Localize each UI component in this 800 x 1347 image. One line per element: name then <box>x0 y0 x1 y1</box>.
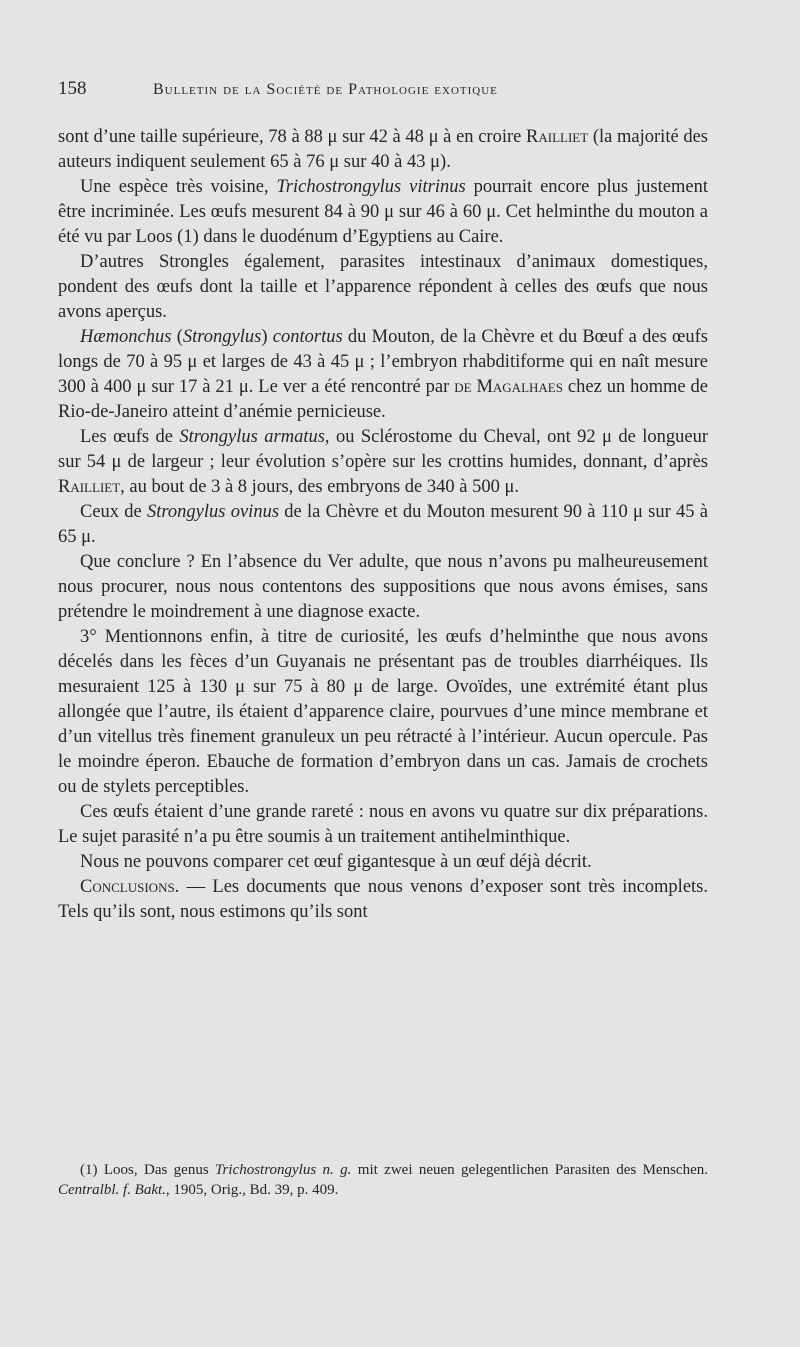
running-title: Bulletin de la Société de Pathologie exotique <box>153 81 498 98</box>
paragraph: sont d’une taille supérieure, 78 à 88 μ sur 42 à 48 μ à en croire Railliet (la majorité des auteurs indiquent seulement 65 à 76 μ sur 40 à 43 μ). <box>58 127 708 172</box>
author-name: Railliet <box>526 127 589 147</box>
body-text <box>58 125 708 925</box>
paragraph: Les œufs de Strongylus armatus, ou Sclérostome du Cheval, ont 92 μ de longueur sur 54 μ de largeur ; leur évolution s’opère sur les crottins humides, donnant, d’après Railliet, au bout de 3 à 8 jours, des embryons de 340 à 500 μ. <box>58 427 708 497</box>
footnote-entry: (1) Loos, Das genus Trichostrongylus n. g. mit zwei neuen gelegentlichen Parasiten des Menschen. Centralbl. f. Bakt., 1905, Orig., Bd. 39, p. 409. <box>58 1162 708 1198</box>
species-name: Strongylus armatus <box>179 427 325 447</box>
section-heading: Conclusions. <box>80 877 180 897</box>
author-name: Railliet <box>58 477 121 497</box>
species-name: Hæmonchus <box>80 327 172 347</box>
species-name: Strongylus <box>182 327 262 347</box>
paragraph: 3° Mentionnons enfin, à titre de curiosité, les œufs d’helminthe que nous avons décelés dans les fèces d’un Guyanais ne présentant pas de troubles diarrhéiques. Ils mesuraient 125 à 130 μ sur 75 à 80 μ de large. Ovoïdes, une extrémité étant plus allongée que l’autre, ils étaient d’apparence claire, pourvues d’une mince membrane et d’un vitellus très finement granuleux un peu rétracté à l’intérieur. Aucun opercule. Pas le moindre éperon. Ebauche de formation d’embryon dans un cas. Jamais de crochets ou de stylets perceptibles. <box>58 627 708 797</box>
paragraph: D’autres Strongles également, parasites intestinaux d’animaux domestiques, pondent des œufs dont la taille et l’apparence répondent à celles des œufs que nous avons aperçus. <box>58 252 708 322</box>
species-name: Strongylus ovinus <box>147 502 280 522</box>
paragraph: Conclusions. — Les documents que nous venons d’exposer sont très incomplets. Tels qu’ils sont, nous estimons qu’ils sont <box>58 877 708 922</box>
paragraph: Ces œufs étaient d’une grande rareté : nous en avons vu quatre sur dix préparations. Le sujet parasité n’a pu être soumis à un traitement antihelminthique. <box>58 802 708 847</box>
species-name: contortus <box>272 327 343 347</box>
paragraph: Ceux de Strongylus ovinus de la Chèvre et du Mouton mesurent 90 à 110 μ sur 45 à 65 μ. <box>58 502 708 547</box>
paragraph: Une espèce très voisine, Trichostrongylus vitrinus pourrait encore plus justement être incriminée. Les œufs mesurent 84 à 90 μ sur 46 à 60 μ. Cet helminthe du mouton a été vu par Loos (1) dans le duodénum d’Egyptiens au Caire. <box>58 177 708 247</box>
running-header <box>58 78 708 104</box>
author-name: de Magalhaes <box>454 377 563 397</box>
paragraph: Hæmonchus (Strongylus) contortus du Mouton, de la Chèvre et du Bœuf a des œufs longs de 70 à 95 μ et larges de 43 à 45 μ ; l’embryon rhabditiforme qui en naît mesure 300 à 400 μ sur 17 à 21 μ. Le ver a été rencontré par de Magalhaes chez un homme de Rio-de-Janeiro atteint d’anémie pernicieuse. <box>58 327 708 422</box>
paragraph: Que conclure ? En l’absence du Ver adulte, que nous n’avons pu malheureusement nous procurer, nous nous contentons des suppositions que nous avons émises, sans prétendre le moindrement à une diagnose exacte. <box>58 552 708 622</box>
page-number: 158 <box>58 78 87 99</box>
footnote <box>58 1160 708 1200</box>
paragraph: Nous ne pouvons comparer cet œuf gigantesque à un œuf déjà décrit. <box>80 852 592 872</box>
species-name: Trichostrongylus vitrinus <box>276 177 466 197</box>
